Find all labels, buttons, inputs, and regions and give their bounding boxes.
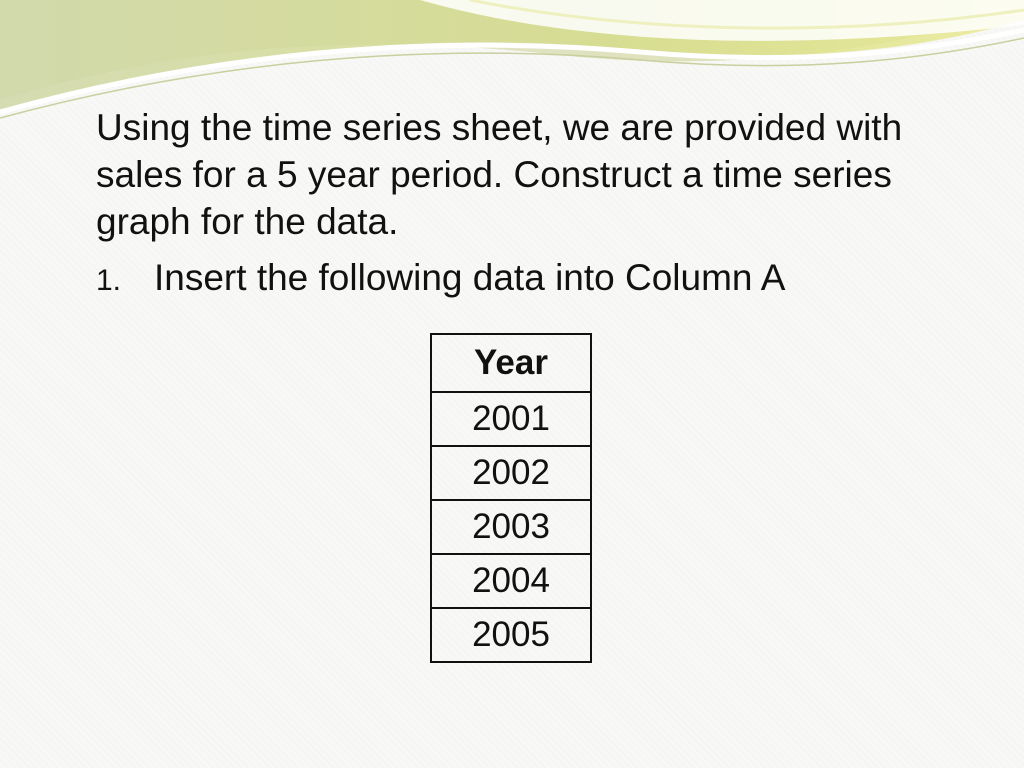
table-row — [431, 500, 591, 554]
year-table — [430, 333, 592, 663]
list-text: Insert the following data into Column A — [154, 257, 786, 298]
table-cell: 2002 — [431, 446, 591, 500]
table-cell: 2003 — [431, 500, 591, 554]
table-row — [431, 446, 591, 500]
list-item-1 — [96, 254, 956, 304]
table-cell: 2004 — [431, 554, 591, 608]
table-row — [431, 554, 591, 608]
column-header-year: Year — [431, 334, 591, 392]
table-row — [431, 392, 591, 446]
table-cell: 2005 — [431, 608, 591, 662]
list-number: 1. — [96, 264, 122, 297]
table-cell: 2001 — [431, 392, 591, 446]
table-row — [431, 608, 591, 662]
table-header-row — [431, 334, 591, 392]
instruction-paragraph: Using the time series sheet, we are provided with sales for a 5 year period. Construct a time series graph for the data. — [96, 107, 903, 242]
